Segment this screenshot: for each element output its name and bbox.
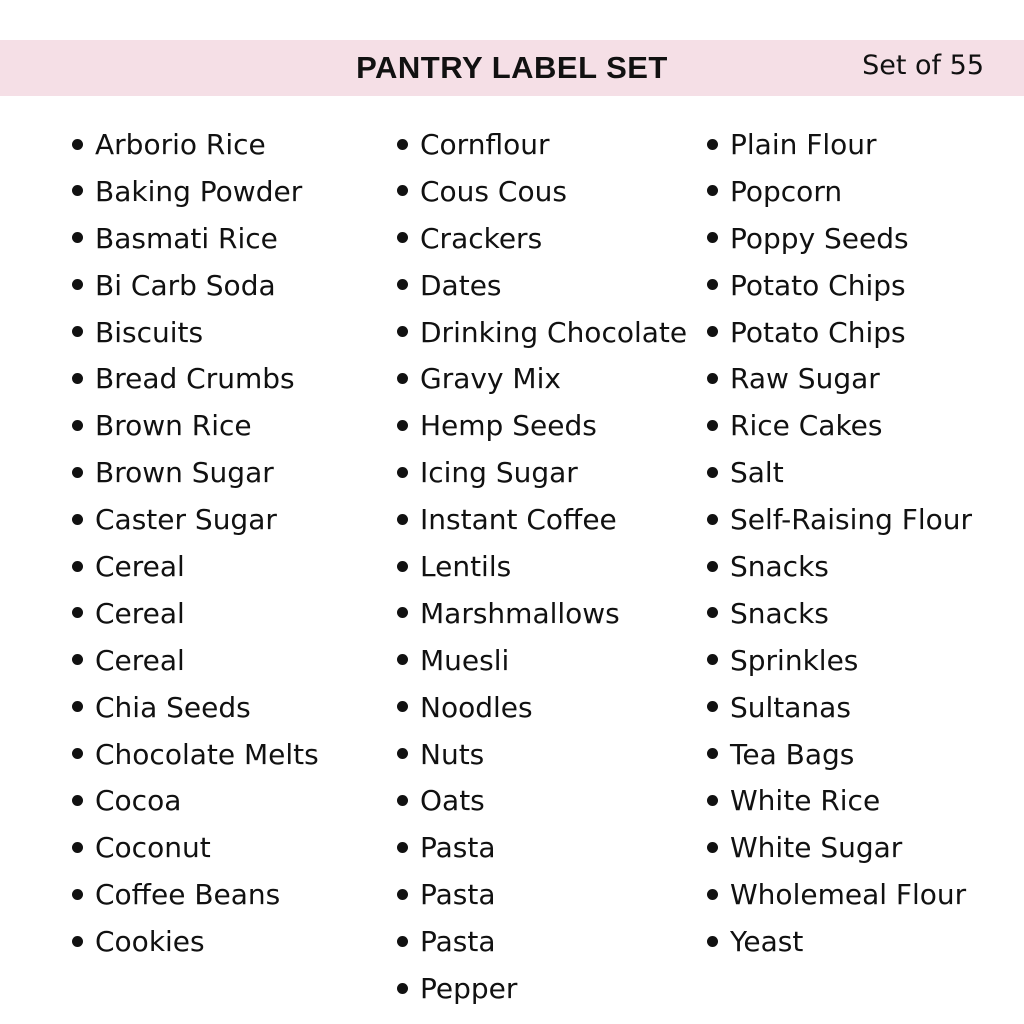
list-item-label: Chia Seeds: [95, 690, 251, 724]
bullet-icon: [72, 842, 83, 853]
page-title: PANTRY LABEL SET: [356, 50, 668, 85]
list-item: [397, 122, 687, 169]
bullet-icon: [397, 232, 408, 243]
bullet-icon: [707, 373, 718, 384]
list-item-label: Bi Carb Soda: [95, 268, 276, 302]
bullet-icon: [72, 936, 83, 947]
bullet-icon: [707, 185, 718, 196]
list-item-label: Cereal: [95, 550, 185, 584]
list-item-label: Brown Rice: [95, 409, 252, 443]
list-item: [707, 685, 972, 732]
list-item: [397, 778, 687, 825]
bullet-icon: [72, 326, 83, 337]
list-item: [707, 169, 972, 216]
bullet-icon: [72, 701, 83, 712]
list-item: [72, 544, 319, 591]
list-item: [707, 310, 972, 357]
list-item: [397, 310, 687, 357]
list-item-label: Raw Sugar: [730, 362, 880, 396]
list-item-label: Cornflour: [420, 128, 550, 161]
bullet-icon: [72, 279, 83, 290]
bullet-icon: [397, 936, 408, 947]
bullet-icon: [707, 607, 718, 618]
list-item: [397, 872, 687, 919]
bullet-icon: [707, 279, 718, 290]
list-item: [707, 638, 972, 685]
bullet-icon: [397, 654, 408, 665]
bullet-icon: [72, 467, 83, 478]
bullet-icon: [707, 420, 718, 431]
list-item-label: Caster Sugar: [95, 503, 277, 537]
list-item-label: Snacks: [730, 550, 829, 584]
list-item: [72, 919, 319, 966]
bullet-icon: [72, 654, 83, 665]
label-column-3: [707, 122, 972, 966]
bullet-icon: [707, 561, 718, 572]
list-item: [707, 544, 972, 591]
bullet-icon: [707, 514, 718, 525]
list-item-label: Wholemeal Flour: [730, 878, 967, 912]
bullet-icon: [397, 983, 408, 994]
list-item: [397, 356, 687, 403]
list-item: [397, 403, 687, 450]
list-item: [707, 263, 972, 310]
list-item: [397, 966, 687, 1013]
bullet-icon: [397, 842, 408, 853]
bullet-icon: [707, 326, 718, 337]
list-item: [707, 919, 972, 966]
list-item: [707, 356, 972, 403]
list-item-label: Biscuits: [95, 315, 204, 349]
list-item-label: Coffee Beans: [95, 878, 281, 912]
list-item: [72, 591, 319, 638]
list-item: [397, 216, 687, 263]
list-item-label: Chocolate Melts: [95, 737, 319, 771]
list-item-label: Brown Sugar: [95, 456, 274, 490]
list-item-label: Oats: [420, 784, 485, 818]
list-item-label: Potato Chips: [730, 315, 906, 349]
list-item-label: White Rice: [730, 784, 881, 818]
list-item-label: Lentils: [420, 550, 512, 584]
list-item: [72, 356, 319, 403]
label-column-1: [72, 122, 319, 966]
list-item: [707, 778, 972, 825]
list-item-label: Snacks: [730, 596, 829, 630]
list-item: [72, 216, 319, 263]
list-item: [72, 638, 319, 685]
list-item: [397, 685, 687, 732]
set-count: Set of 55: [862, 50, 984, 81]
list-item-label: Sultanas: [730, 690, 851, 724]
list-item-label: Rice Cakes: [730, 409, 883, 443]
list-item-label: Basmati Rice: [95, 221, 278, 255]
list-item: [72, 403, 319, 450]
bullet-icon: [72, 373, 83, 384]
bullet-icon: [707, 889, 718, 900]
bullet-icon: [707, 842, 718, 853]
list-item: [72, 122, 319, 169]
list-item-label: Pasta: [420, 925, 496, 959]
list-item: [72, 732, 319, 779]
list-item-label: Gravy Mix: [420, 362, 561, 396]
bullet-icon: [397, 889, 408, 900]
list-item-label: Pepper: [420, 972, 518, 1006]
list-item-label: Tea Bags: [730, 737, 855, 771]
list-item: [397, 591, 687, 638]
bullet-icon: [707, 139, 718, 150]
list-item: [72, 263, 319, 310]
bullet-icon: [397, 748, 408, 759]
bullet-icon: [72, 889, 83, 900]
list-item: [397, 544, 687, 591]
list-item: [397, 169, 687, 216]
bullet-icon: [72, 748, 83, 759]
list-item: [72, 825, 319, 872]
bullet-icon: [397, 701, 408, 712]
list-item: [707, 497, 972, 544]
list-item-label: Cous Cous: [420, 174, 567, 208]
list-item: [397, 450, 687, 497]
list-item-label: Icing Sugar: [420, 456, 578, 490]
list-item-label: Hemp Seeds: [420, 409, 597, 443]
list-item-label: Cookies: [95, 925, 205, 959]
bullet-icon: [72, 514, 83, 525]
list-item-label: Nuts: [420, 737, 485, 771]
list-item-label: Cocoa: [95, 784, 182, 818]
bullet-icon: [397, 514, 408, 525]
list-item: [397, 919, 687, 966]
list-item-label: Cereal: [95, 643, 185, 677]
list-item-label: Poppy Seeds: [730, 221, 909, 255]
list-item: [72, 778, 319, 825]
list-item: [72, 450, 319, 497]
list-item-label: Pasta: [420, 878, 496, 912]
bullet-icon: [72, 795, 83, 806]
bullet-icon: [707, 795, 718, 806]
list-item-label: Baking Powder: [95, 174, 303, 208]
list-item: [707, 872, 972, 919]
list-item: [72, 310, 319, 357]
bullet-icon: [72, 232, 83, 243]
list-item-label: Coconut: [95, 831, 211, 865]
bullet-icon: [397, 373, 408, 384]
bullet-icon: [397, 795, 408, 806]
list-item: [397, 263, 687, 310]
list-item-label: Popcorn: [730, 174, 843, 208]
bullet-icon: [707, 232, 718, 243]
list-item: [707, 216, 972, 263]
list-item-label: Bread Crumbs: [95, 362, 295, 396]
list-item: [707, 732, 972, 779]
list-item: [397, 825, 687, 872]
bullet-icon: [397, 420, 408, 431]
bullet-icon: [707, 467, 718, 478]
list-item: [707, 591, 972, 638]
list-item-label: White Sugar: [730, 831, 903, 865]
bullet-icon: [707, 654, 718, 665]
list-item-label: Arborio Rice: [95, 128, 266, 161]
list-item: [72, 872, 319, 919]
bullet-icon: [397, 561, 408, 572]
list-item-label: Noodles: [420, 690, 533, 724]
list-item: [72, 497, 319, 544]
list-item: [397, 497, 687, 544]
bullet-icon: [72, 420, 83, 431]
list-item-label: Sprinkles: [730, 643, 859, 677]
list-item: [397, 732, 687, 779]
list-item: [707, 450, 972, 497]
list-item-label: Crackers: [420, 221, 543, 255]
list-item: [707, 122, 972, 169]
bullet-icon: [397, 185, 408, 196]
list-item: [72, 685, 319, 732]
bullet-icon: [397, 467, 408, 478]
list-item-label: Instant Coffee: [420, 503, 617, 537]
list-item-label: Pasta: [420, 831, 496, 865]
bullet-icon: [72, 607, 83, 618]
list-item-label: Marshmallows: [420, 596, 620, 630]
bullet-icon: [397, 326, 408, 337]
bullet-icon: [72, 185, 83, 196]
list-item-label: Muesli: [420, 643, 510, 677]
list-item-label: Self-Raising Flour: [730, 503, 973, 537]
list-item-label: Cereal: [95, 596, 185, 630]
bullet-icon: [707, 701, 718, 712]
list-item: [707, 403, 972, 450]
list-item-label: Drinking Chocolate: [420, 315, 688, 349]
label-column-2: [397, 122, 687, 1013]
bullet-icon: [707, 748, 718, 759]
list-item: [707, 825, 972, 872]
bullet-icon: [397, 607, 408, 618]
bullet-icon: [72, 561, 83, 572]
list-item-label: Yeast: [730, 925, 804, 959]
bullet-icon: [707, 936, 718, 947]
list-item-label: Dates: [420, 268, 502, 302]
bullet-icon: [72, 139, 83, 150]
list-item-label: Plain Flour: [730, 128, 877, 161]
header-banner: [0, 40, 1024, 96]
list-item-label: Potato Chips: [730, 268, 906, 302]
bullet-icon: [397, 279, 408, 290]
list-item: [72, 169, 319, 216]
list-item-label: Salt: [730, 456, 784, 490]
bullet-icon: [397, 139, 408, 150]
list-item: [397, 638, 687, 685]
